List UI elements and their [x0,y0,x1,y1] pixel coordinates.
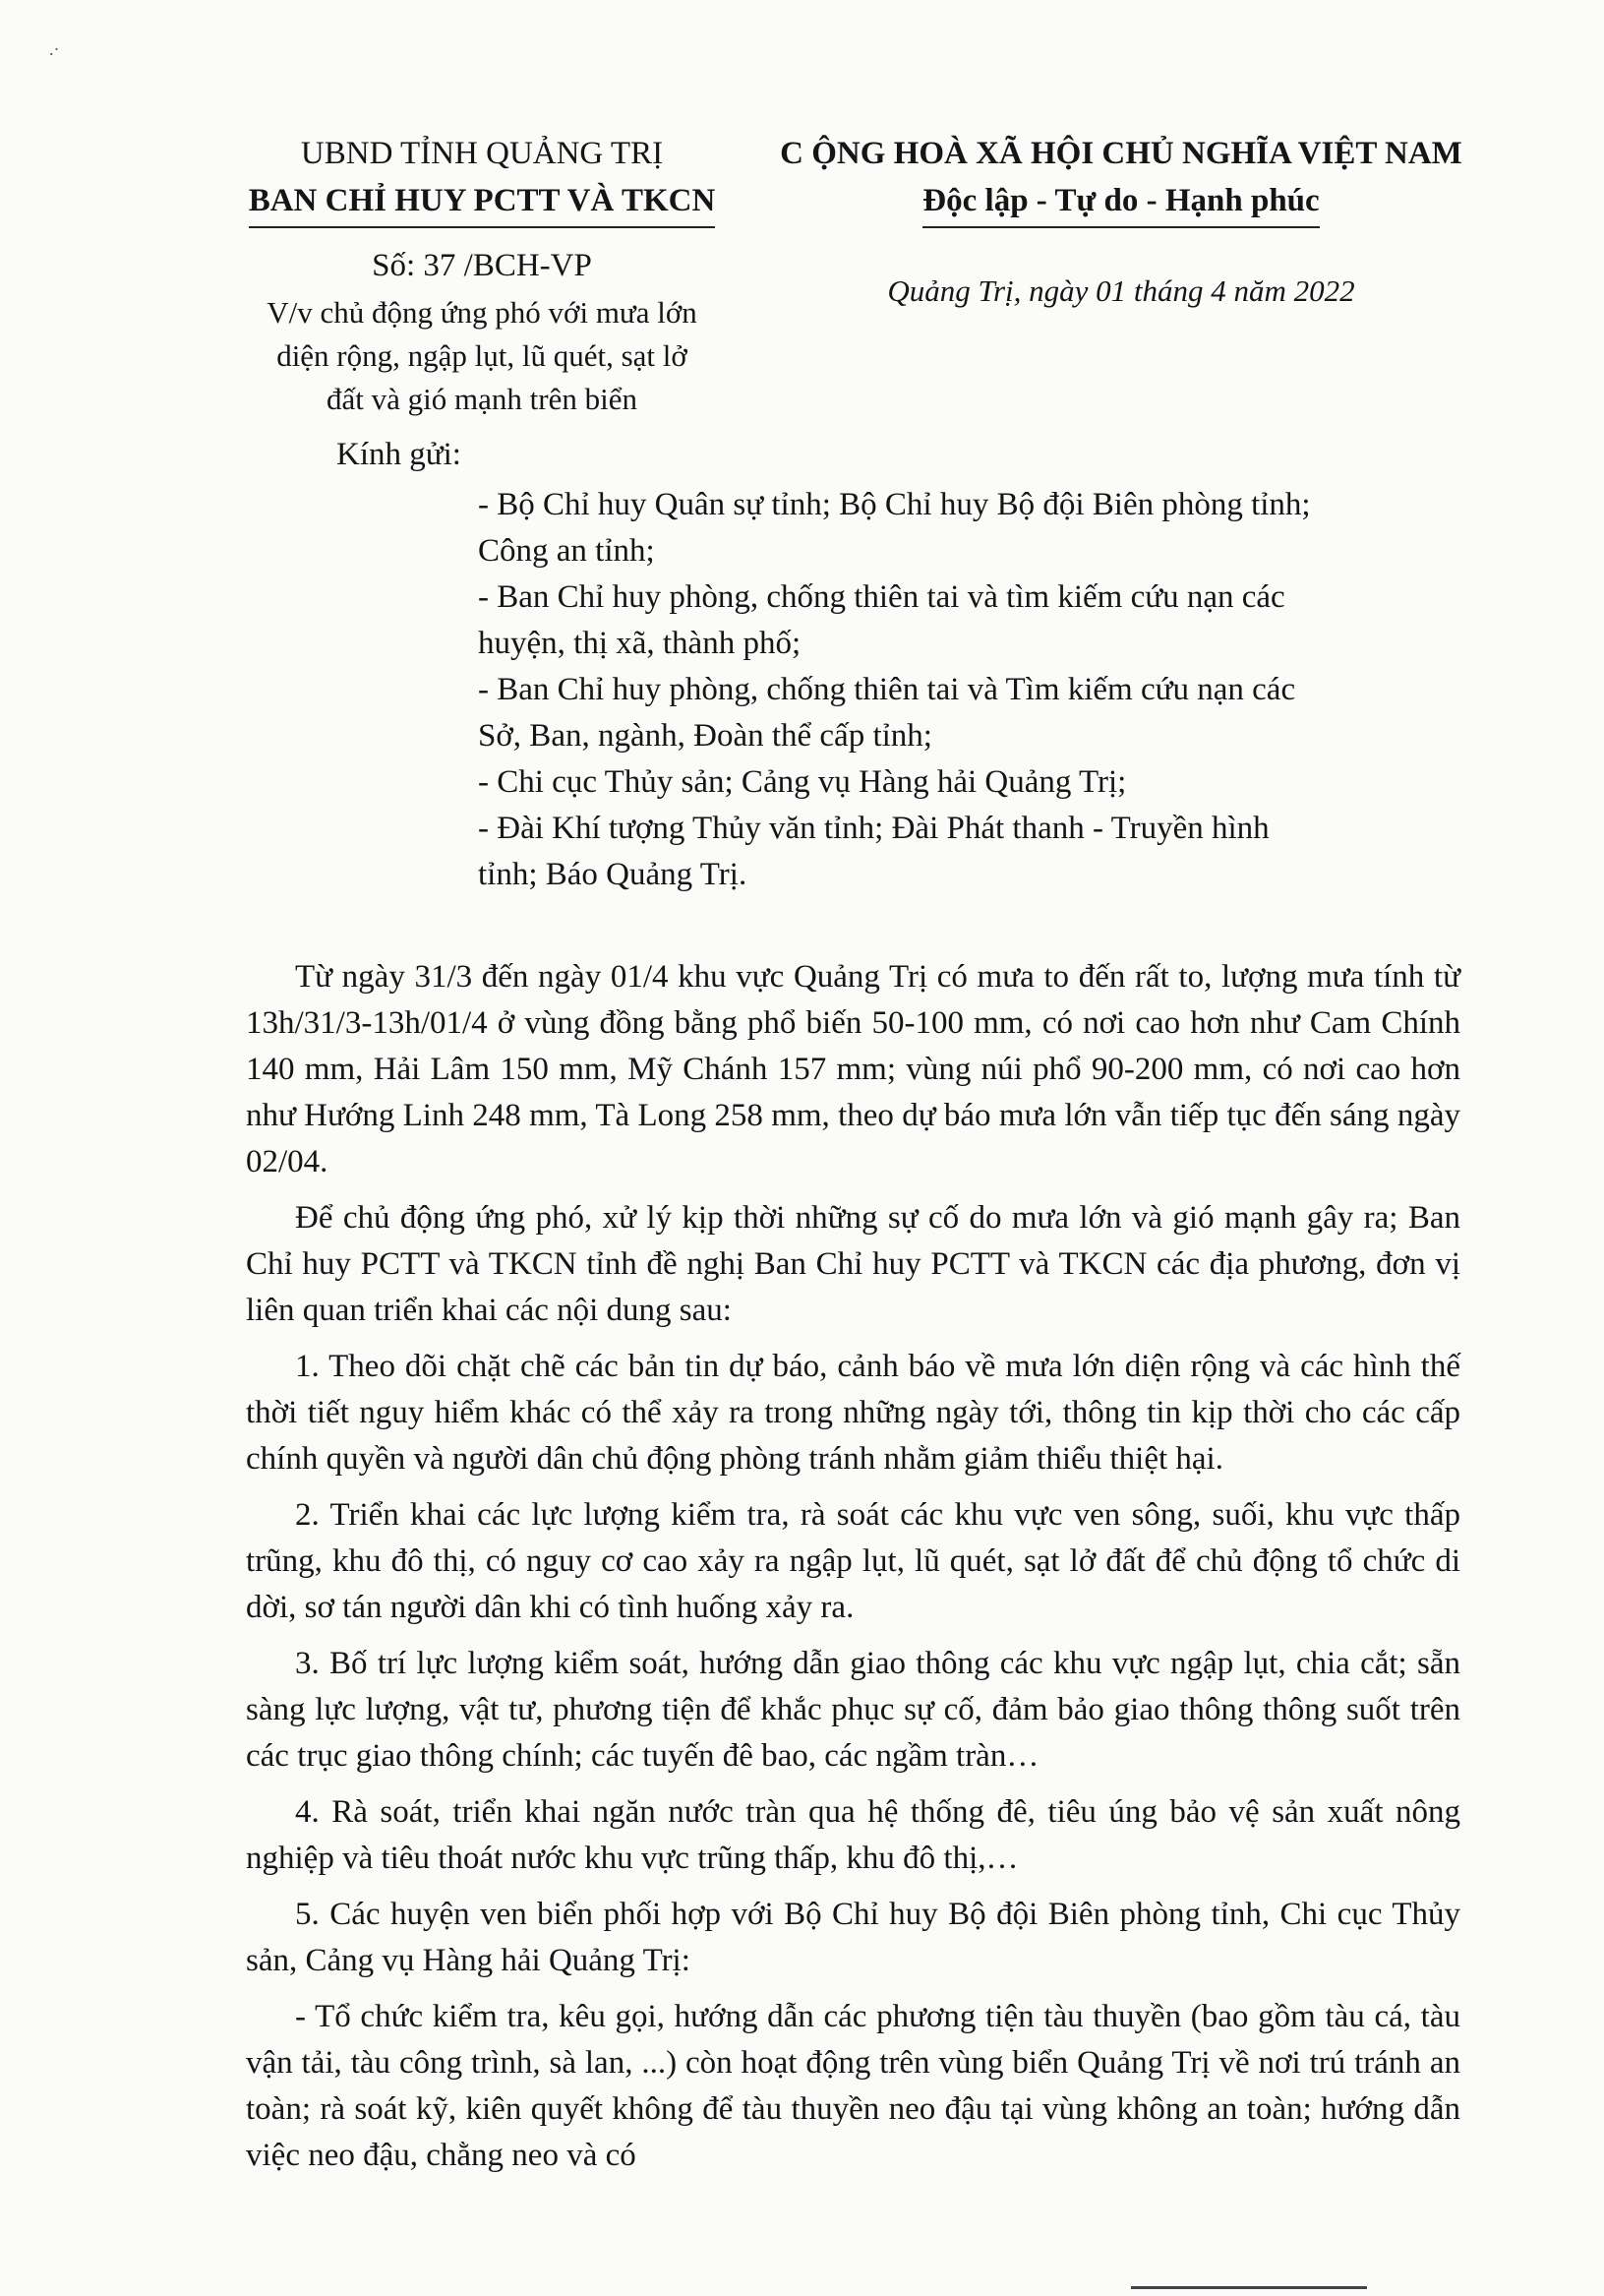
recipient-line: - Đài Khí tượng Thủy văn tỉnh; Đài Phát thanh - Truyền hình [478,811,1270,846]
document-date: Quảng Trị, ngày 01 tháng 4 năm 2022 [887,273,1355,308]
document-body [246,954,1460,2189]
body-paragraph: 2. Triển khai các lực lượng kiểm tra, rà soát các khu vực ven sông, suối, khu vực thấp trũng, khu đô thị, có nguy cơ cao xảy ra ngập lụt, lũ quét, sạt lở đất để chủ động tổ chức di dời, sơ tán người dân khi có tình huống xảy ra. [246,1497,1460,1625]
body-paragraph: Từ ngày 31/3 đến ngày 01/4 khu vực Quảng Trị có mưa to đến rất to, lượng mưa tính từ 13h/31/3-13h/01/4 ở vùng đồng bằng phổ biến 50-100 mm, có nơi cao hơn như Cam Chính 140 mm, Hải Lâm 150 mm, Mỹ Chánh 157 mm; vùng núi phổ 90-200 mm, có nơi cao hơn như Hướng Linh 248 mm, Tà Long 258 mm, theo dự báo mưa lớn vẫn tiếp tục đến sáng ngày 02/04. [246,959,1460,1179]
page-edge-rule [1131,2286,1367,2289]
body-paragraph: Để chủ động ứng phó, xử lý kịp thời những sự cố do mưa lớn và gió mạnh gây ra; Ban Chỉ huy PCTT và TKCN tỉnh đề nghị Ban Chỉ huy PCTT và TKCN các địa phương, đơn vị liên quan triển khai các nội dung sau: [246,1200,1460,1328]
national-title: C ỘNG HOÀ XÃ HỘI CHỦ NGHĨA VIỆT NAM [780,136,1462,171]
subject-line: V/v chủ động ứng phó với mưa lớn [267,295,697,330]
recipient-line: huyện, thị xã, thành phố; [478,626,802,661]
subject-line: đất và gió mạnh trên biển [327,382,637,416]
issuer-unit: BAN CHỈ HUY PCTT VÀ TKCN [187,177,777,228]
subject-line: diện rộng, ngập lụt, lũ quét, sạt lở [276,338,687,373]
body-paragraph: 4. Rà soát, triển khai ngăn nước tràn qua hệ thống đê, tiêu úng bảo vệ sản xuất nông nghiệp và tiêu thoát nước khu vực trũng thấp, khu đô thị,… [246,1794,1460,1876]
national-header [767,130,1475,228]
scan-artifact: .· [49,39,60,59]
salutation: Kính gửi: [336,437,461,472]
recipient-line: Sở, Ban, ngành, Đoàn thể cấp tỉnh; [478,718,932,754]
recipient-line: tỉnh; Báo Quảng Trị. [478,857,747,892]
issuer-block [187,130,777,421]
document-number: Số: 37 /BCH-VP [372,248,592,283]
recipient-line: Công an tỉnh; [478,533,655,569]
recipient-list [478,482,1461,898]
document-subject [187,291,777,421]
recipient-line: - Ban Chỉ huy phòng, chống thiên tai và tìm kiếm cứu nạn các [478,579,1285,615]
recipient-line: - Bộ Chỉ huy Quân sự tỉnh; Bộ Chỉ huy Bộ đội Biên phòng tỉnh; [478,487,1311,522]
national-motto: Độc lập - Tự do - Hạnh phúc [767,177,1475,228]
body-paragraph: - Tổ chức kiểm tra, kêu gọi, hướng dẫn các phương tiện tàu thuyền (bao gồm tàu cá, tàu vận tải, tàu công trình, sà lan, ...) còn hoạt động trên vùng biển Quảng Trị về nơi trú tránh an toàn; rà soát kỹ, kiên quyết không để tàu thuyền neo đậu tại vùng không an toàn; hướng dẫn việc neo đậu, chằng neo và có [246,1999,1460,2173]
body-paragraph: 5. Các huyện ven biển phối hợp với Bộ Chỉ huy Bộ đội Biên phòng tỉnh, Chi cục Thủy sản, Cảng vụ Hàng hải Quảng Trị: [246,1897,1460,1978]
recipient-line: - Ban Chỉ huy phòng, chống thiên tai và Tìm kiếm cứu nạn các [478,672,1296,707]
body-paragraph: 1. Theo dõi chặt chẽ các bản tin dự báo, cảnh báo về mưa lớn diện rộng và các hình thế thời tiết nguy hiểm khác có thể xảy ra trong những ngày tới, thông tin kịp thời cho các cấp chính quyền và người dân chủ động phòng tránh nhằm giảm thiểu thiệt hại. [246,1349,1460,1477]
body-paragraph: 3. Bố trí lực lượng kiểm soát, hướng dẫn giao thông các khu vực ngập lụt, chia cắt; sẵn sàng lực lượng, vật tư, phương tiện để khắc phục sự cố, đảm bảo giao thông thông suốt trên các trục giao thông chính; các tuyến đê bao, các ngầm tràn… [246,1646,1460,1774]
recipient-line: - Chi cục Thủy sản; Cảng vụ Hàng hải Quảng Trị; [478,764,1127,800]
issuer-agency: UBND TỈNH QUẢNG TRỊ [300,136,664,171]
